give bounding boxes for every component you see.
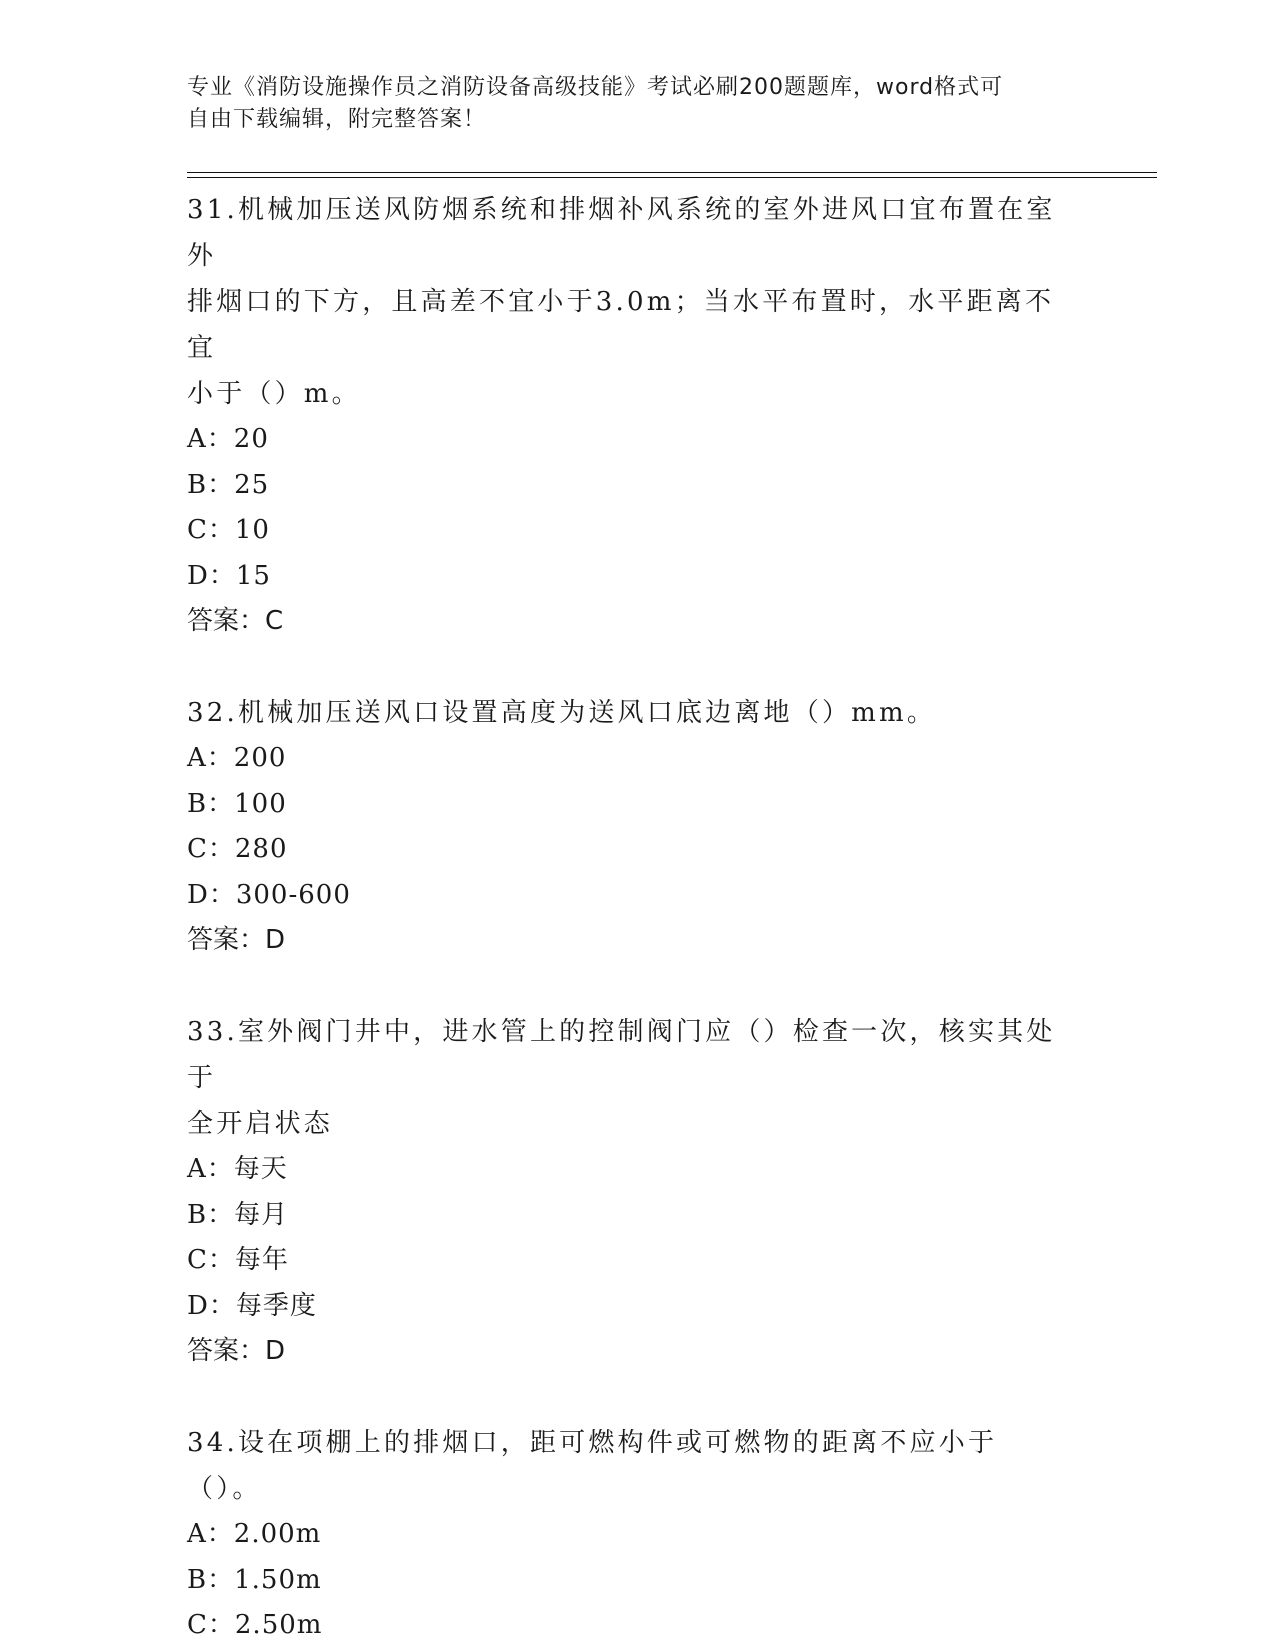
question-list (187, 187, 1067, 1649)
header-rule-top (187, 172, 1157, 173)
question-32-stem-line-1: 32.机械加压送风口设置高度为送风口底边离地（）mm。 (187, 698, 937, 728)
question-34 (187, 1420, 1067, 1649)
question-31-option-c: C：10 (187, 515, 270, 545)
question-33-option-c: C：每年 (187, 1245, 289, 1275)
header-title-line-1: 专业《消防设施操作员之消防设备高级技能》考试必刷200题题库，word格式可 (187, 75, 1004, 100)
header-title-line-2: 自由下载编辑，附完整答案！ (187, 107, 487, 132)
question-spacer (187, 1374, 1067, 1420)
header-rule-bottom (187, 177, 1157, 178)
question-31-stem-line-2: 排烟口的下方，且高差不宜小于3.0m；当水平布置时，水平距离不宜 (187, 287, 1055, 363)
question-33-stem-line-2: 全开启状态 (187, 1109, 334, 1139)
question-31 (187, 187, 1067, 644)
question-31-stem-line-1: 31.机械加压送风防烟系统和排烟补风系统的室外进风口宜布置在室外 (187, 195, 1056, 271)
question-32 (187, 690, 1067, 963)
question-32-option-d: D：300-600 (187, 879, 351, 910)
question-31-option-d: D：15 (187, 560, 271, 591)
question-33-answer: 答案：D (187, 1336, 286, 1366)
question-31-option-b: B：25 (187, 469, 270, 500)
question-34-stem-line-1: 34.设在项棚上的排烟口，距可燃构件或可燃物的距离不应小于（）。 (187, 1428, 998, 1504)
question-31-option-a: A：20 (187, 424, 269, 454)
question-34-option-c: C：2.50m (187, 1610, 323, 1640)
question-32-option-a: A：200 (187, 743, 287, 773)
question-spacer (187, 963, 1067, 1009)
question-31-answer: 答案：C (187, 606, 284, 636)
question-33 (187, 1009, 1067, 1374)
question-32-option-c: C：280 (187, 834, 288, 864)
question-34-option-b: B：1.50m (187, 1564, 322, 1595)
question-31-stem-line-3: 小于（）m。 (187, 379, 361, 409)
question-34-option-a: A：2.00m (187, 1519, 322, 1549)
question-32-option-b: B：100 (187, 788, 287, 819)
question-32-answer: 答案：D (187, 925, 286, 955)
question-33-option-a: A：每天 (187, 1154, 288, 1184)
question-33-option-b: B：每月 (187, 1199, 289, 1230)
document-header (187, 72, 1067, 136)
question-33-stem-line-1: 33.室外阀门井中，进水管上的控制阀门应（）检查一次，核实其处于 (187, 1017, 1056, 1093)
question-spacer (187, 644, 1067, 690)
question-33-option-d: D：每季度 (187, 1290, 317, 1321)
